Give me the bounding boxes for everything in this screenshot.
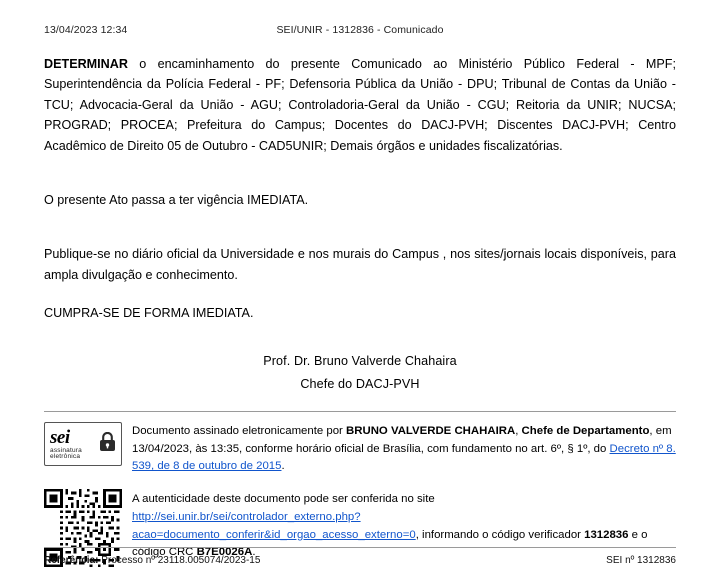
paragraph-gap-1	[44, 174, 676, 190]
verification-end: .	[252, 546, 256, 559]
header-datetime: 13/04/2023 12:34	[44, 24, 128, 36]
signature-notice-text	[132, 422, 676, 475]
signer-name: Prof. Dr. Bruno Valverde Chahaira	[263, 353, 457, 368]
seal-subtitle-line2: eletrônica	[50, 453, 81, 461]
paragraph-cumpra-se: CUMPRA-SE DE FORMA IMEDIATA.	[44, 306, 254, 321]
determinar-lead: DETERMINAR	[44, 57, 128, 71]
lock-icon	[99, 432, 116, 452]
notice-suffix: .	[281, 460, 285, 473]
paragraph-gap-2	[44, 228, 676, 244]
divider-footer	[44, 547, 676, 548]
seal-word: sei	[50, 426, 70, 448]
header-document-ref: SEI/UNIR - 1312836 - Comunicado	[276, 24, 444, 36]
signer-role: Chefe do DACJ-PVH	[300, 377, 420, 392]
verification-link-line2[interactable]: acao=documento_conferir&id_orgao_acesso_externo=0	[132, 528, 416, 541]
signature-block	[44, 350, 676, 398]
verification-and-text: e o código CRC	[132, 528, 648, 559]
paragraph-publique-se: Publique-se no diário oficial da Universidade e nos murais do Campus , nos sites/jornais locais disponíveis, para ampla divulgação e conhecimento.	[44, 247, 676, 282]
verification-line1: A autenticidade deste documento pode ser conferida no site	[132, 493, 435, 506]
notice-middle: , em 13/04/2023, às 13:35, conforme horário oficial de Brasília, com fundamento no art. 6º, § 1º, do	[132, 425, 672, 455]
divider-above-signature	[44, 411, 676, 412]
crc-code: B7E0026A	[196, 546, 253, 559]
sei-signature-seal	[44, 422, 122, 466]
verification-link-line1[interactable]: http://sei.unir.br/sei/controlador_externo.php?	[132, 511, 361, 524]
electronic-signature-row	[44, 422, 676, 475]
notice-signer: BRUNO VALVERDE CHAHAIRA	[346, 425, 516, 438]
decree-link[interactable]: Decreto nº 8.539, de 8 de outubro de 2015	[132, 442, 676, 473]
document-body	[44, 54, 676, 397]
page-header	[44, 0, 676, 36]
notice-signer-role: Chefe de Departamento	[521, 425, 650, 438]
footer-reference-value: Processo nº 23118.005074/2023-15	[98, 555, 261, 566]
notice-prefix: Documento assinado eletronicamente por	[132, 425, 347, 438]
seal-subtitle-line1: assinatura	[50, 446, 82, 454]
page-footer	[44, 555, 676, 566]
determinar-rest: o encaminhamento do presente Comunicado ao Ministério Público Federal - MPF; Superintendência da Polícia Federal - PF; Defensoria Pública da União - DPU; Tribunal de Contas da União - TCU; Advocacia-Geral da União - AGU; Controladoria-Geral da União - CGU; Reitoria da UNIR; NUCSA; PROGRAD; PROCEA; Prefeitura do Campus; Docentes do DACJ-PVH; Discentes DACJ-PVH; Centro Acadêmico de Direito 05 de Outubro - CAD5UNIR; Demais órgãos e unidades fiscalizatórias.	[44, 57, 676, 153]
paragraph-vigencia: O presente Ato passa a ter vigência IMEDIATA.	[44, 192, 309, 207]
verifier-code: 1312836	[584, 528, 629, 541]
footer-reference	[44, 555, 260, 566]
seal-text	[48, 428, 82, 462]
verification-after-link: , informando o código verificador	[415, 528, 585, 541]
footer-reference-label: Referência:	[44, 555, 99, 566]
paragraph-determinar	[44, 54, 676, 156]
verification-text	[132, 489, 676, 562]
footer-sei-number: SEI nº 1312836	[606, 555, 676, 566]
notice-separator: ,	[515, 425, 522, 438]
